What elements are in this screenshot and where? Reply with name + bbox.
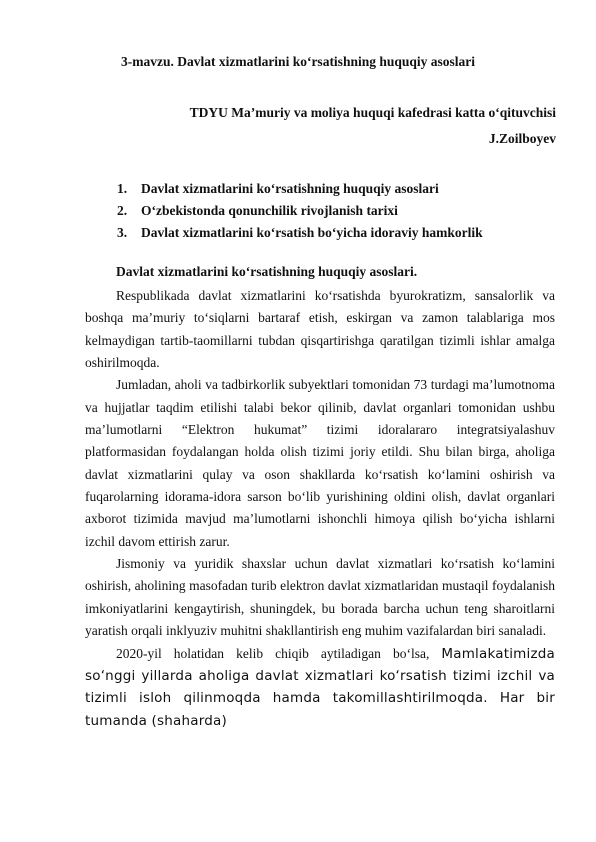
topic-number: 3. (117, 225, 128, 240)
paragraph: Jismoniy va yuridik shaxslar uchun davlat xizmatlari ko‘rsatish ko‘lamini oshirish, aholining masofadan turib elektron davlat xizmatlaridan mustaqil foydalanish imkoniyatlarini kengaytirish, shuningdek, bu borada barcha uchun teng sharoitlarni yaratish orqali inklyuziv muhitni shakllantirish eng muhim vazifalardan biri sanaladi. (85, 556, 555, 639)
topic-number: 1. (117, 181, 128, 196)
body-text (85, 285, 555, 732)
section-heading: Davlat xizmatlarini ko‘rsatishning huquqiy asoslari. (116, 264, 418, 279)
topic-number: 2. (117, 203, 128, 218)
topic-item (117, 200, 483, 222)
paragraph-sans-text: Mamlakatimizda so‘nggi yillarda aholiga davlat xizmatlari ko‘rsatish tizimi izchil va tizimli isloh qilinmoqda hamda takomillashtirilmoqda. Har bir tumanda (shaharda) (85, 645, 555, 729)
author-block (190, 100, 556, 152)
topic-list (117, 178, 483, 244)
author-name: J.Zoilboyev (488, 131, 556, 146)
author-affiliation: TDYU Ma’muriy va moliya huquqi kafedrasi katta o‘qituvchisi (189, 105, 556, 120)
paragraph: Jumladan, aholi va tadbirkorlik subyektlari tomonidan 73 turdagi ma’lumotnoma va hujjatlar taqdim etilishi talabi bekor qilinib, davlat organlari tomonidan ushbu ma’lumotlarni “Elektron hukumat” tizimi idoralararo integratsiyalashuv platformasidan foydalangan holda olish tizimi joriy etildi. Shu bilan birga, aholiga davlat xizmatlarini qulay va oson shakllarda ko‘rsatish ko‘lamini oshirish va fuqarolarning idorama-idora sarson bo‘lib yurishining oldini olish, davlat organlari axborot tizimida mavjud ma’lumotlarni ishonchli himoya qilish bo‘yicha ishlarni izchil davom ettirish zarur. (85, 377, 555, 549)
topic-item (117, 178, 483, 200)
topic-text: O‘zbekistonda qonunchilik rivojlanish tarixi (141, 203, 398, 218)
topic-text: Davlat xizmatlarini ko‘rsatish bo‘yicha idoraviy hamkorlik (141, 225, 483, 240)
document-title: 3-mavzu. Davlat xizmatlarini ko‘rsatishning huquqiy asoslari (120, 54, 476, 69)
topic-item (117, 222, 483, 244)
topic-text: Davlat xizmatlarini ko‘rsatishning huquqiy asoslari (141, 181, 439, 196)
paragraph: Respublikada davlat xizmatlarini ko‘rsatishda byurokratizm, sansalorlik va boshqa ma’muriy to‘siqlarni bartaraf etish, eskirgan va zamon talablariga mos kelmaydigan tartib-taomillarni tubdan qisqartirishga qaratilgan tizimli ishlar amalga oshirilmoqda. (85, 288, 555, 371)
paragraph (85, 643, 555, 732)
paragraph-serif-text: 2020-yil holatidan kelib chiqib aytiladigan bo‘lsa, (116, 645, 442, 661)
